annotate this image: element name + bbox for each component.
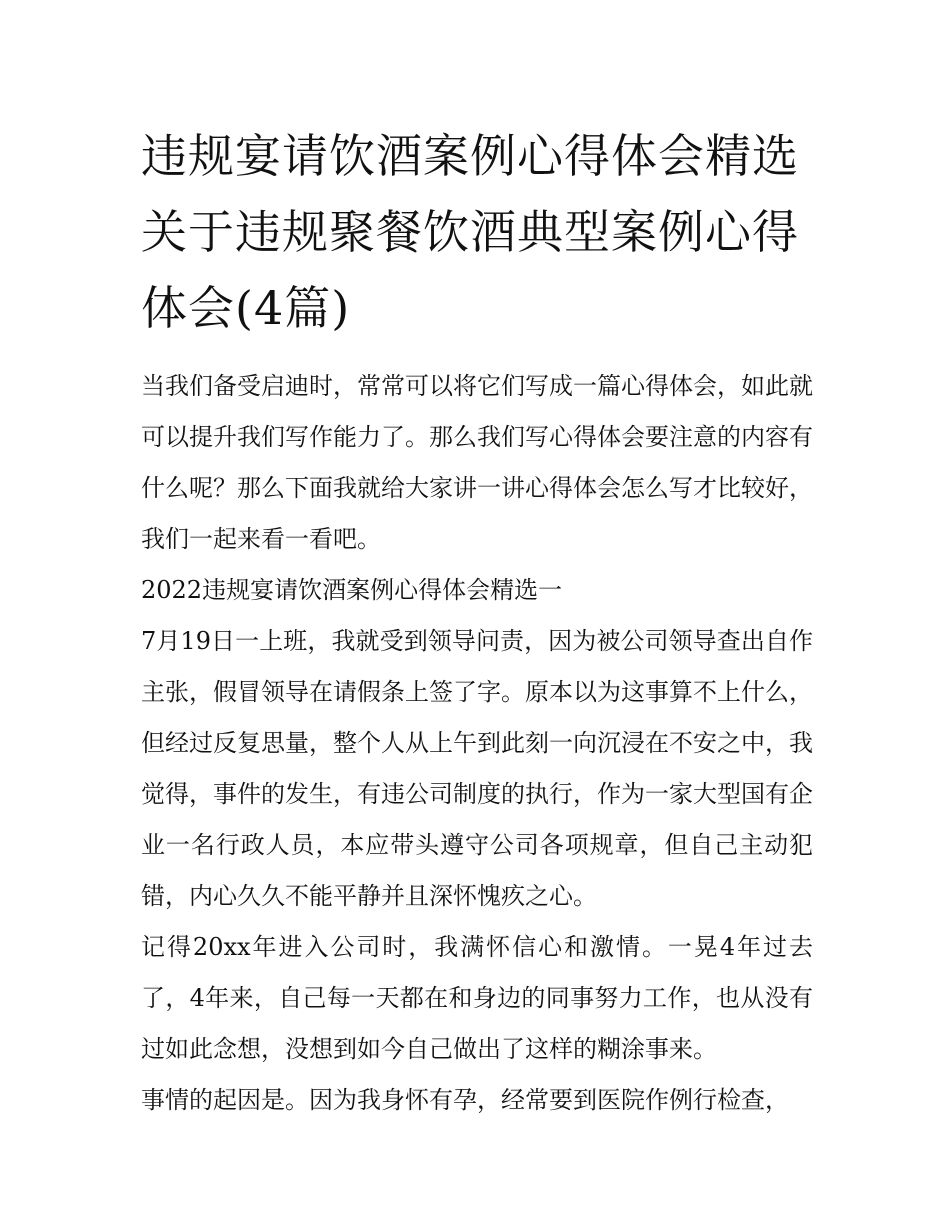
- section-heading: 2022违规宴请饮酒案例心得体会精选一: [141, 576, 563, 604]
- body-paragraph: 记得20xx年进入公司时，我满怀信心和激情。一晃4年过去了，4年来，自己每一天都在和身边的同事努力工作，也从没有过如此念想，没想到如今自己做出了这样的糊涂事来。: [141, 933, 813, 1063]
- document-title: 违规宴请饮酒案例心得体会精选 关于违规聚餐饮酒典型案例心得体会(4篇): [141, 129, 799, 335]
- body-paragraph: 事情的起因是。因为我身怀有孕，经常要到医院作例行检查，: [141, 1086, 789, 1114]
- body-paragraph: 7月19日一上班，我就受到领导问责，因为被公司领导查出自作主张，假冒领导在请假条上签了字。原本以为这事算不上什么，但经过反复思量，整个人从上午到此刻一向沉浸在不安之中，我觉得，事件的发生，有违公司制度的执行，作为一家大型国有企业一名行政人员，本应带头遵守公司各项规章，但自己主动犯错，内心久久不能平静并且深怀愧疚之心。: [141, 627, 813, 910]
- document-body: [141, 118, 813, 1126]
- intro-paragraph: 当我们备受启迪时，常常可以将它们写成一篇心得体会，如此就可以提升我们写作能力了。那么我们写心得体会要注意的内容有什么呢？那么下面我就给大家讲一讲心得体会怎么写才比较好，我们一起来看一看吧。: [141, 372, 813, 553]
